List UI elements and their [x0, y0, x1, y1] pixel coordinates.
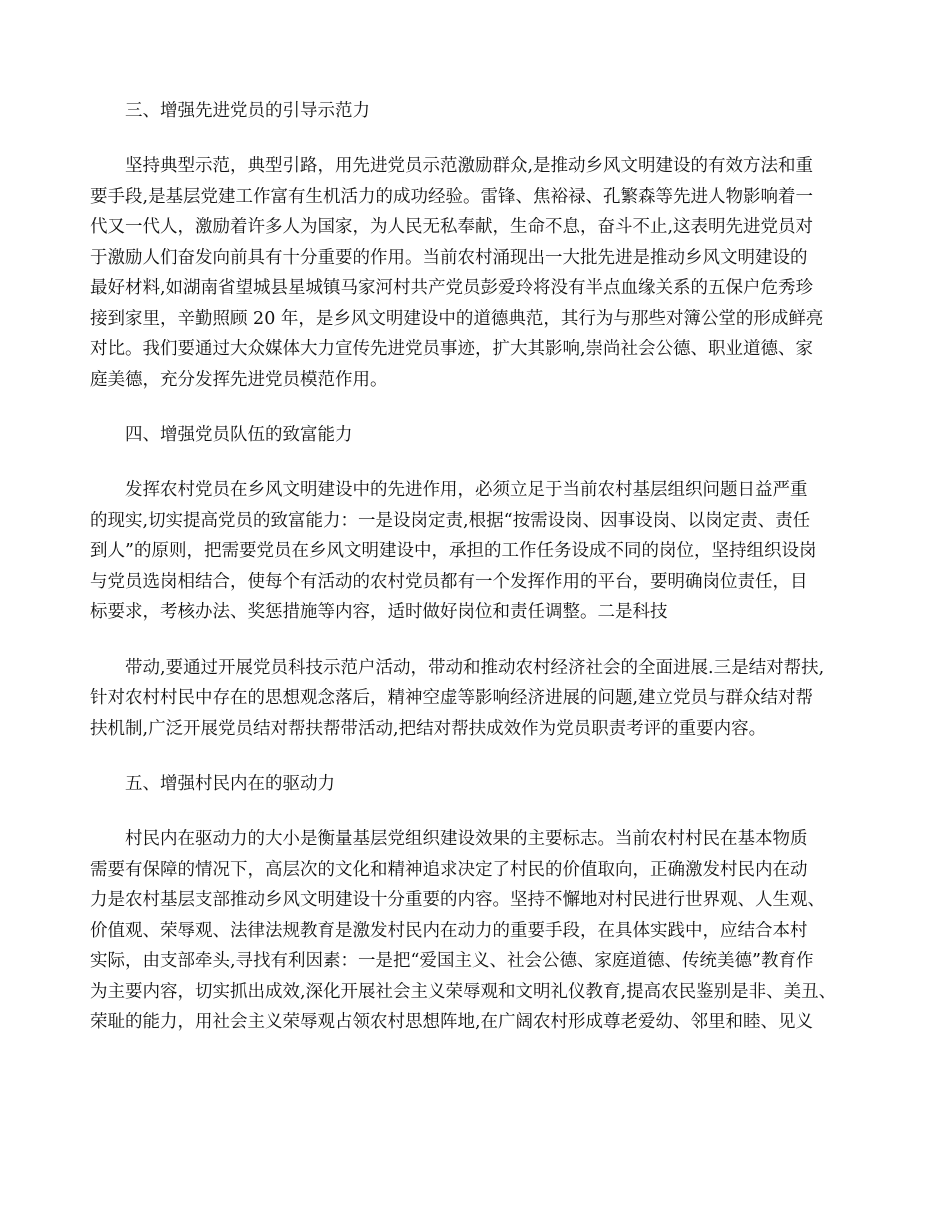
text-line: 针对农村村民中存在的思想观念落后，精神空虚等影响经济进展的问题,建立党员与群众结对帮: [90, 688, 814, 708]
text-line: 庭美德，充分发挥先进党员模范作用。: [90, 369, 388, 390]
text-line: 要手段,是基层党建工作富有生机活力的成功经验。雷锋、焦裕禄、孔繁森等先进人物影响着一: [90, 186, 814, 207]
document-page: [90, 96, 862, 1063]
text-line: 力是农村基层支部推动乡风文明建设十分重要的内容。坚持不懈地对村民进行世界观、人生观、: [90, 890, 825, 910]
paragraph: [90, 824, 862, 1038]
text-line: 发挥农村党员在乡风文明建设中的先进作用，必须立足于当前农村基层组织问题日益严重: [125, 480, 808, 500]
section-heading: 五、增强村民内在的驱动力: [125, 774, 335, 794]
text-line: 接到家里，辛勤照顾 20 年，是乡风文明建设中的道德典范，其行为与那些对簿公堂的形成鲜亮: [90, 308, 824, 329]
text-line: 到人”的原则，把需要党员在乡风文明建设中，承担的工作任务设成不同的岗位，坚持组织设岗: [90, 541, 817, 561]
text-line: 最好材料,如湖南省望城县星城镇马家河村共产党员彭爱玲将没有半点血缘关系的五保户危秀珍: [90, 278, 814, 298]
text-line: 为主要内容，切实抓出成效,深化开展社会主义荣辱观和文明礼仪教育,提高农民鉴别是非、美丑、: [90, 981, 837, 1002]
paragraph: [90, 475, 862, 628]
text-line: 带动,要通过开展党员科技示范户活动，带动和推动农村经济社会的全面进展.三是结对帮扶,: [125, 657, 825, 678]
text-line: 实际，由支部牵头,寻找有利因素：一是把“爱国主义、社会公德、家庭道德、传统美德”教育作: [90, 951, 814, 971]
text-line: 村民内在驱动力的大小是衡量基层党组织建设效果的主要标志。当前农村村民在基本物质: [125, 829, 808, 849]
text-line: 价值观、荣辱观、法律法规教育是激发村民内在动力的重要手段，在具体实践中，应结合本村: [90, 920, 808, 941]
text-line: 于激励人们奋发向前具有十分重要的作用。当前农村涌现出一大批先进是推动乡风文明建设的: [90, 247, 808, 268]
text-line: 扶机制,广泛开展党员结对帮扶帮带活动,把结对帮扶成效作为党员职责考评的重要内容。: [90, 718, 767, 739]
text-line: 坚持典型示范，典型引路，用先进党员示范激励群众,是推动乡风文明建设的有效方法和重: [125, 156, 814, 176]
text-line: 需要有保障的情况下，高层次的文化和精神追求决定了村民的价值取向，正确激发村民内在动: [90, 859, 808, 880]
section-heading: 四、增强党员队伍的致富能力: [125, 425, 353, 445]
section-heading: 三、增强先进党员的引导示范力: [125, 101, 370, 121]
text-line: 的现实,切实提高党员的致富能力：一是设岗定责,根据“按需设岗、因事设岗、以岗定责、责任: [90, 510, 811, 531]
text-line: 荣耻的能力，用社会主义荣辱观占领农村思想阵地,在广阔农村形成尊老爱幼、邻里和睦、见义: [90, 1012, 814, 1032]
paragraph: [90, 653, 862, 745]
text-line: 对比。我们要通过大众媒体大力宣传先进党员事迹，扩大其影响,崇尚社会公德、职业道德、家: [90, 339, 814, 359]
paragraph: [90, 151, 862, 395]
text-line: 代又一代人，激励着许多人为国家，为人民无私奉献，生命不息，奋斗不止,这表明先进党员对: [90, 217, 814, 237]
text-line: 标要求，考核办法、奖惩措施等内容，适时做好岗位和责任调整。二是科技: [90, 602, 668, 622]
text-line: 与党员选岗相结合，使每个有活动的农村党员都有一个发挥作用的平台，要明确岗位责任，目: [90, 571, 808, 592]
